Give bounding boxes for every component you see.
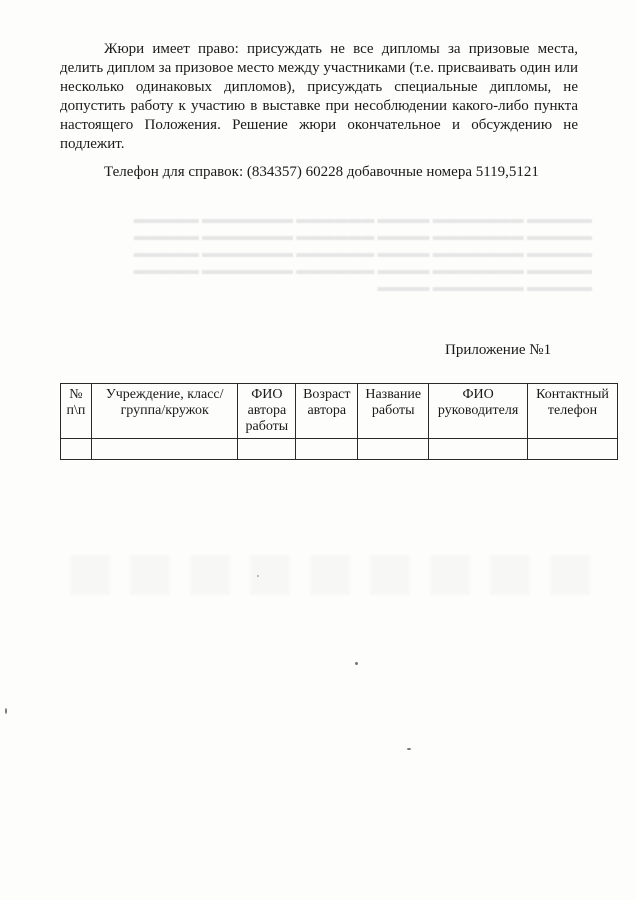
table-cell [296, 439, 358, 460]
header-contact-phone: Контактный телефон [528, 384, 618, 439]
table-header-row [61, 384, 618, 439]
header-author-age: Возраст автора [296, 384, 358, 439]
scan-speck [257, 575, 259, 577]
table-cell [91, 439, 237, 460]
phone-info: Телефон для справок: (834357) 60228 добавочные номера 5119,5121 [104, 164, 539, 180]
scan-speck [5, 708, 7, 714]
header-author-name: ФИО автора работы [238, 384, 296, 439]
header-number: № п\п [61, 384, 92, 439]
scan-speck [407, 748, 411, 750]
table-cell [238, 439, 296, 460]
table-cell [61, 439, 92, 460]
table-cell [358, 439, 429, 460]
header-work-title: Название работы [358, 384, 429, 439]
header-supervisor-name: ФИО руководителя [429, 384, 528, 439]
table-cell [528, 439, 618, 460]
table-row [61, 439, 618, 460]
application-table [60, 383, 618, 460]
appendix-title: Приложение №1 [445, 342, 552, 358]
table-cell [429, 439, 528, 460]
bleed-through-table [70, 555, 610, 595]
bleed-through-text: ▬▬▬▬▬ ▬▬▬▬▬▬▬ ▬▬▬▬ ▬▬▬▬▬▬ ▬▬▬▬▬▬▬ ▬▬▬▬▬ ▬▬▬▬▬ ▬▬▬▬▬▬▬ ▬▬▬▬ ▬▬▬▬▬▬ ▬▬▬▬▬▬▬ ▬▬▬▬▬ ▬▬▬▬▬ ▬▬▬▬▬▬▬ ▬▬▬▬ ▬▬▬▬▬▬ ▬▬▬▬▬▬▬ ▬▬▬▬▬ ▬▬▬▬▬ ▬▬▬▬▬▬▬ ▬▬▬▬ ▬▬▬▬▬▬ ▬▬▬▬▬▬▬ ▬▬▬▬▬ ▬▬▬▬▬ ▬▬▬▬▬▬▬ ▬▬▬▬ [133, 211, 592, 294]
scan-speck [355, 662, 358, 665]
jury-rights-paragraph: Жюри имеет право: присуждать не все дипломы за призовые места, делить диплом за призовое место между участниками (т.е. присваивать один или несколько одинаковых дипломов), присуждать специальные дипломы, не допустить работу к участию в выставке при несоблюдении какого-либо пункта настоящего Положения. Решение жюри окончательное и обсуждению не подлежит. [60, 41, 578, 152]
header-institution: Учреждение, класс/группа/кружок [91, 384, 237, 439]
